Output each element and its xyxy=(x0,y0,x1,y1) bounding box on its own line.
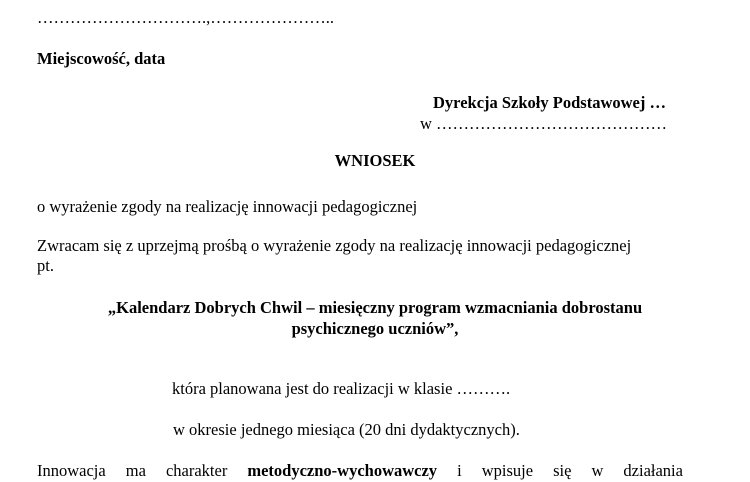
recipient-line-1: Dyrekcja Szkoły Podstawowej … xyxy=(433,93,666,112)
class-line: która planowana jest do realizacji w klasie ………. xyxy=(172,379,511,398)
final-word: się xyxy=(553,461,572,480)
place-date-dotted-line: ………………………….,………………….. xyxy=(37,8,334,27)
final-paragraph-line xyxy=(37,461,683,481)
final-word-bold: metodyczno-wychowawczy xyxy=(247,461,438,480)
final-word: i xyxy=(457,461,462,480)
final-word: Innowacja xyxy=(37,461,106,480)
request-line-2: pt. xyxy=(37,256,54,275)
document-title: WNIOSEK xyxy=(334,151,416,170)
subject-line: o wyrażenie zgody na realizację innowacji pedagogicznej xyxy=(37,197,418,216)
final-word: w xyxy=(591,461,604,480)
period-line: w okresie jednego miesiąca (20 dni dydaktycznych). xyxy=(173,420,520,439)
request-line-1: Zwracam się z uprzejmą prośbą o wyrażenie zgody na realizację innowacji pedagogicznej xyxy=(37,236,632,255)
place-date-label: Miejscowość, data xyxy=(37,49,166,68)
innovation-title-line-1: „Kalendarz Dobrych Chwil – miesięczny program wzmacniania dobrostanu xyxy=(107,298,643,317)
recipient-line-2: w …………………………………… xyxy=(420,114,668,133)
final-word: ma xyxy=(125,461,146,480)
final-word: działania xyxy=(623,461,683,480)
final-word: charakter xyxy=(165,461,228,480)
final-word: wpisuje xyxy=(481,461,534,480)
innovation-title-line-2: psychicznego uczniów”, xyxy=(291,319,459,338)
